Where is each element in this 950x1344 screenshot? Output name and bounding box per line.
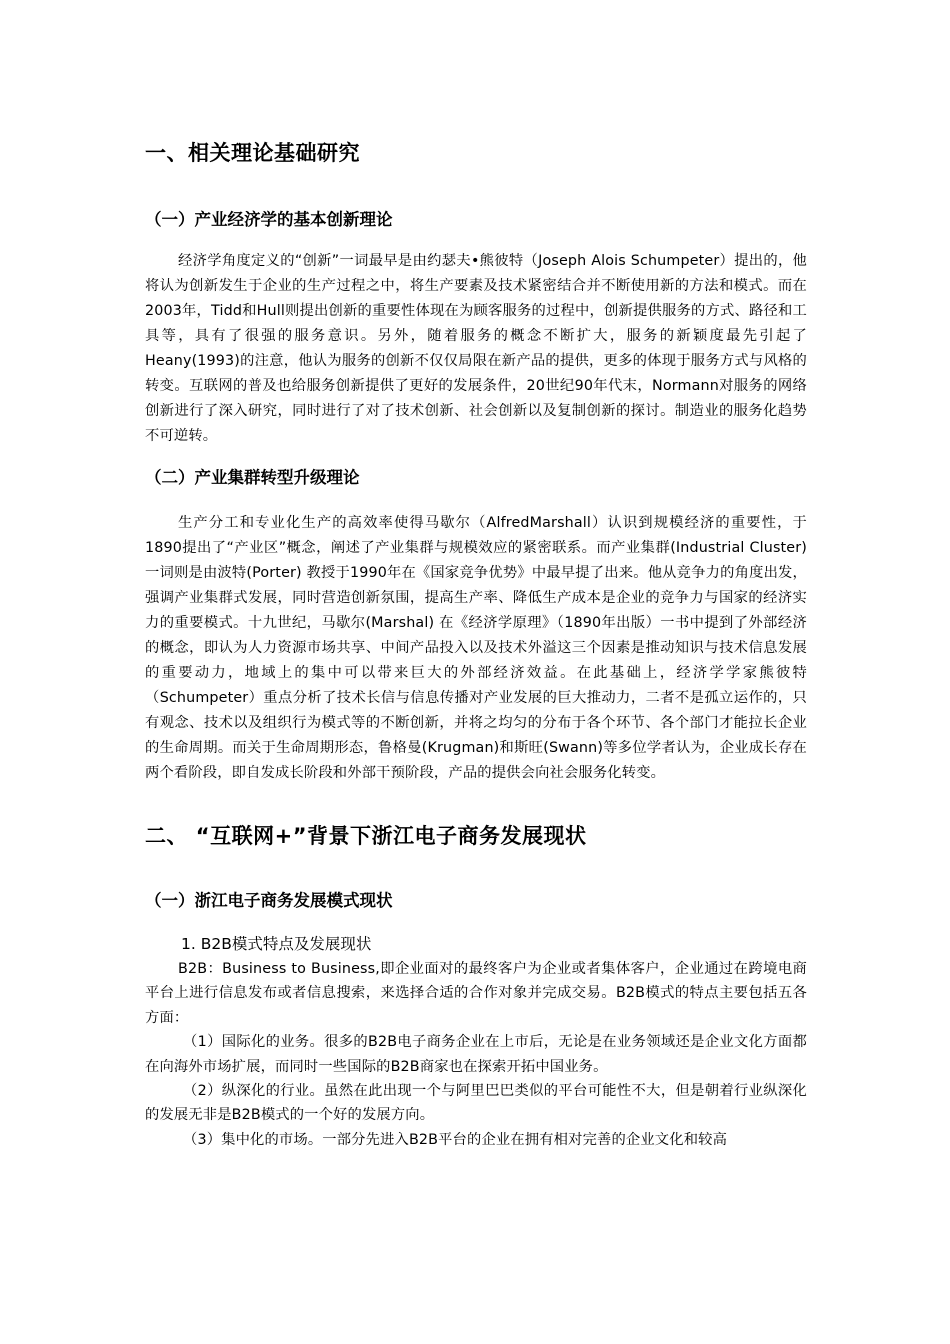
b2b-point-1: （1）国际化的业务。很多的B2B电子商务企业在上市后，无论是在业务领域还是企业文化方面都在向海外市场扩展，而同时一些国际的B2B商家也在探索开拓中国业务。 [145,1034,807,1075]
section-2-heading: 二、 “互联网+”背景下浙江电子商务发展现状 [145,824,587,848]
b2b-point-3: （3）集中化的市场。一部分先进入B2B平台的企业在拥有相对完善的企业文化和较高 [183,1131,728,1148]
section-1-heading: 一、相关理论基础研究 [145,141,360,165]
document-page [145,135,807,1152]
b2b-intro-paragraph: B2B：Business to Business,即企业面对的最终客户为企业或者集体客户，企业通过在跨境电商平台上进行信息发布或者信息搜索，来选择合适的合作对象并完成交易。B2B模式的特点主要包括五各方面： [145,961,807,1026]
subsection-1-1-heading: （一）产业经济学的基本创新理论 [145,210,393,229]
b2b-point-2: （2）纵深化的行业。虽然在此出现一个与阿里巴巴类似的平台可能性不大，但是朝着行业纵深化的发展无非是B2B模式的一个好的发展方向。 [145,1083,807,1124]
subsection-1-1-paragraph: 经济学角度定义的“创新”一词最早是由约瑟夫•熊彼特（Joseph Alois Schumpeter）提出的，他将认为创新发生于企业的生产过程之中，将生产要素及技术紧密结合并不断使用新的方法和模式。而在2003年，Tidd和Hull则提出创新的重要性体现在为顾客服务的过程中，创新提供服务的方式、路径和工具等，具有了很强的服务意识。另外，随着服务的概念不断扩大，服务的新颖度最先引起了Heany(1993)的注意，他认为服务的创新不仅仅局限在新产品的提供，更多的体现于服务方式与风格的转变。互联网的普及也给服务创新提供了更好的发展条件，20世纪90年代末，Normann对服务的网络创新进行了深入研究，同时进行了对了技术创新、社会创新以及复制创新的探讨。制造业的服务化趋势不可逆转。 [145,253,807,444]
subsection-1-2-heading: （二）产业集群转型升级理论 [145,468,360,487]
item-b2b-heading: 1. B2B模式特点及发展现状 [181,935,372,953]
subsection-1-2-paragraph: 生产分工和专业化生产的高效率使得马歇尔（AlfredMarshall）认识到规模经济的重要性，于1890提出了“产业区”概念，阐述了产业集群与规模效应的紧密联系。而产业集群(Industrial Cluster)一词则是由波特(Porter) 教授于1990年在《国家竞争优势》中最早提了出来。他从竞争力的角度出发，强调产业集群式发展，同时营造创新氛围，提高生产率、降低生产成本是企业的竞争力与国家的经济实力的重要模式。十九世纪，马歇尔(Marshal) 在《经济学原理》（1890年出版）一书中提到了外部经济的概念，即认为人力资源市场共享、中间产品投入以及技术外溢这三个因素是推动知识与技术信息发展的重要动力，地域上的集中可以带来巨大的外部经济效益。在此基础上，经济学学家熊彼特（Schumpeter）重点分析了技术长信与信息传播对产业发展的巨大推动力，二者不是孤立运作的，只有观念、技术以及组织行为模式等的不断创新，并将之均匀的分布于各个环节、各个部门才能拉长企业的生命周期。而关于生命周期形态，鲁格曼(Krugman)和斯旺(Swann)等多位学者认为，企业成长存在两个看阶段，即自发成长阶段和外部干预阶段，产品的提供会向社会服务化转变。 [145,515,807,781]
subsection-2-1-heading: （一）浙江电子商务发展模式现状 [145,891,393,910]
